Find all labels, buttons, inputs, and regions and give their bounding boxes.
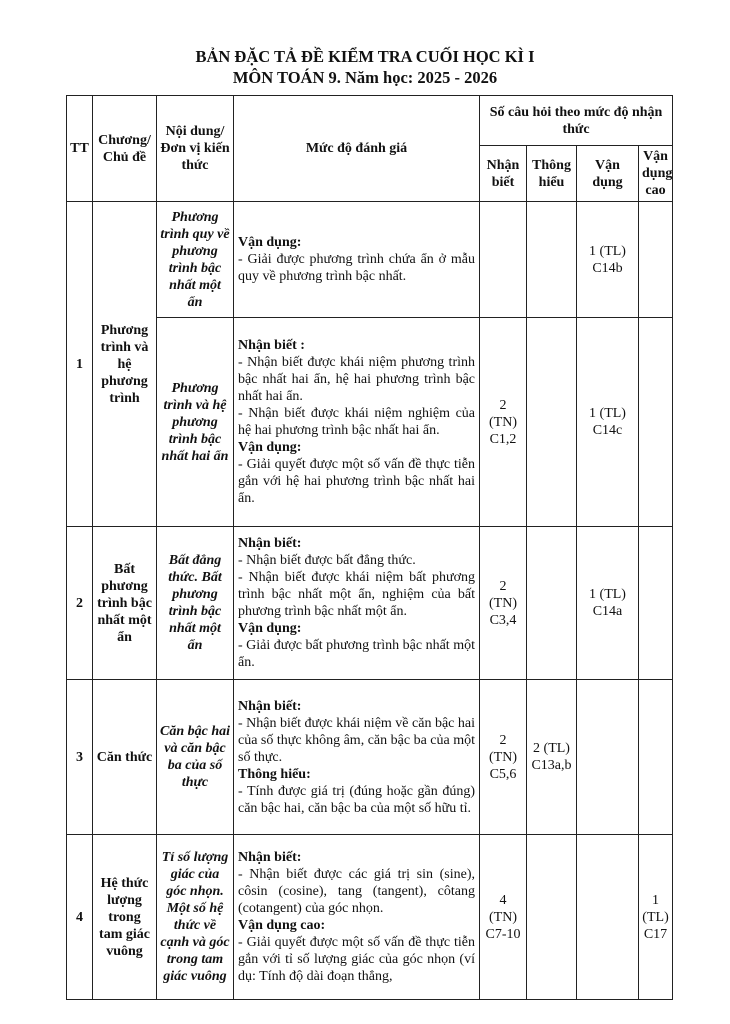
table-row (67, 527, 673, 680)
cell-van-dung: 1 (TL) C14a (577, 527, 639, 680)
cell-nhan-biet: 2 (TN) C3,4 (480, 527, 527, 680)
content-cell: Phương trình và hệ phương trình bậc nhất hai ẩn (157, 318, 234, 527)
cell-nhan-biet: 2 (TN) C1,2 (480, 318, 527, 527)
level-description (234, 835, 480, 1000)
level-description (234, 318, 480, 527)
header-content: Nội dung/Đơn vị kiến thức (157, 96, 234, 202)
cell-van-dung (577, 680, 639, 835)
desc-heading: Thông hiểu: (238, 766, 311, 782)
header-chapter: Chương/ Chủ đề (93, 96, 157, 202)
desc-text: - Nhận biết được khái niệm nghiệm của hệ hai phương trình bậc nhất hai ẩn. (238, 406, 475, 438)
desc-text: - Nhận biết được khái niệm về căn bậc hai của số thực không âm, căn bậc ba của một số thực. (238, 715, 475, 765)
row-number: 2 (67, 527, 93, 680)
cell-thong-hieu (527, 318, 577, 527)
desc-text: - Giải quyết được một số vấn đề thực tiễn gắn với tỉ số lượng giác của góc nhọn (ví dụ: Tính độ dài đoạn thẳng, (238, 935, 475, 984)
desc-heading: Vận dụng: (238, 621, 302, 636)
chapter-cell: Hệ thức lượng trong tam giác vuông (93, 835, 157, 1000)
cell-van-dung: 1 (TL) C14c (577, 318, 639, 527)
content-cell: Phương trình quy về phương trình bậc nhất một ẩn (157, 202, 234, 318)
row-number: 4 (67, 835, 93, 1000)
cell-van-dung-cao (639, 318, 673, 527)
desc-heading: Nhận biết : (238, 338, 305, 353)
content-cell: Bất đẳng thức. Bất phương trình bậc nhất một ẩn (157, 527, 234, 680)
row-number: 3 (67, 680, 93, 835)
desc-text: - Nhận biết được bất đẳng thức. (238, 553, 416, 568)
chapter-cell: Phương trình và hệ phương trình (93, 202, 157, 527)
cell-thong-hieu: 2 (TL) C13a,b (527, 680, 577, 835)
header-van-dung-cao: Vận dụng cao (639, 146, 673, 202)
header-thong-hieu: Thông hiểu (527, 146, 577, 202)
desc-text: - Nhận biết được khái niệm phương trình bậc nhất hai ẩn, hệ hai phương trình bậc nhất hai ẩn. (238, 355, 475, 404)
table-row (67, 202, 673, 318)
desc-heading: Nhận biết: (238, 536, 302, 551)
cell-thong-hieu (527, 835, 577, 1000)
cell-thong-hieu (527, 202, 577, 318)
desc-text: - Giải được bất phương trình bậc nhất một ẩn. (238, 638, 475, 670)
desc-text: - Tính được giá trị (đúng hoặc gần đúng) căn bậc hai, căn bậc ba của một số hữu tỉ. (238, 783, 475, 816)
level-description (234, 527, 480, 680)
cell-van-dung: 1 (TL) C14b (577, 202, 639, 318)
header-tt: TT (67, 96, 93, 202)
desc-text: - Nhận biết được khái niệm bất phương trình bậc nhất một ẩn, nghiệm của bất phương trình bậc nhất một ẩn. (238, 570, 475, 619)
cell-van-dung-cao (639, 527, 673, 680)
desc-heading: Vận dụng: (238, 235, 302, 250)
chapter-cell: Bất phương trình bậc nhất một ẩn (93, 527, 157, 680)
specification-table (66, 95, 673, 1000)
desc-text: - Giải được phương trình chứa ẩn ở mẫu quy về phương trình bậc nhất. (238, 252, 475, 284)
content-cell: Căn bậc hai và căn bậc ba của số thực (157, 680, 234, 835)
document-title: BẢN ĐẶC TẢ ĐỀ KIỂM TRA CUỐI HỌC KÌ I (195, 47, 535, 66)
desc-text: - Nhận biết được các giá trị sin (sine), côsin (cosine), tang (tangent), côtang (cotangent) của góc nhọn. (238, 867, 475, 916)
desc-heading: Nhận biết: (238, 698, 302, 714)
desc-text: - Giải quyết được một số vấn đề thực tiễn gắn với hệ hai phương trình bậc nhất hai ẩn. (238, 457, 475, 506)
header-van-dung: Vận dụng (577, 146, 639, 202)
content-cell: Tỉ số lượng giác của góc nhọn. Một số hệ thức về cạnh và góc trong tam giác vuông (157, 835, 234, 1000)
table-row (67, 318, 673, 527)
cell-van-dung-cao (639, 202, 673, 318)
level-description (234, 202, 480, 318)
cell-nhan-biet: 4 (TN) C7-10 (480, 835, 527, 1000)
document-subtitle: MÔN TOÁN 9. Năm học: 2025 - 2026 (232, 68, 498, 87)
cell-van-dung-cao (639, 680, 673, 835)
cell-thong-hieu (527, 527, 577, 680)
cell-van-dung-cao: 1 (TL) C17 (639, 835, 673, 1000)
header-nhan-biet: Nhận biết (480, 146, 527, 202)
table-row (67, 835, 673, 1000)
cell-van-dung (577, 835, 639, 1000)
cell-nhan-biet (480, 202, 527, 318)
cell-nhan-biet: 2 (TN) C5,6 (480, 680, 527, 835)
table-row (67, 680, 673, 835)
desc-heading: Nhận biết: (238, 850, 302, 865)
row-number: 1 (67, 202, 93, 527)
header-question-count: Số câu hỏi theo mức độ nhận thức (480, 96, 673, 146)
header-level-desc: Mức độ đánh giá (234, 96, 480, 202)
desc-heading: Vận dụng cao: (238, 918, 326, 933)
level-description (234, 680, 480, 835)
desc-heading: Vận dụng: (238, 440, 302, 455)
chapter-cell: Căn thức (93, 680, 157, 835)
